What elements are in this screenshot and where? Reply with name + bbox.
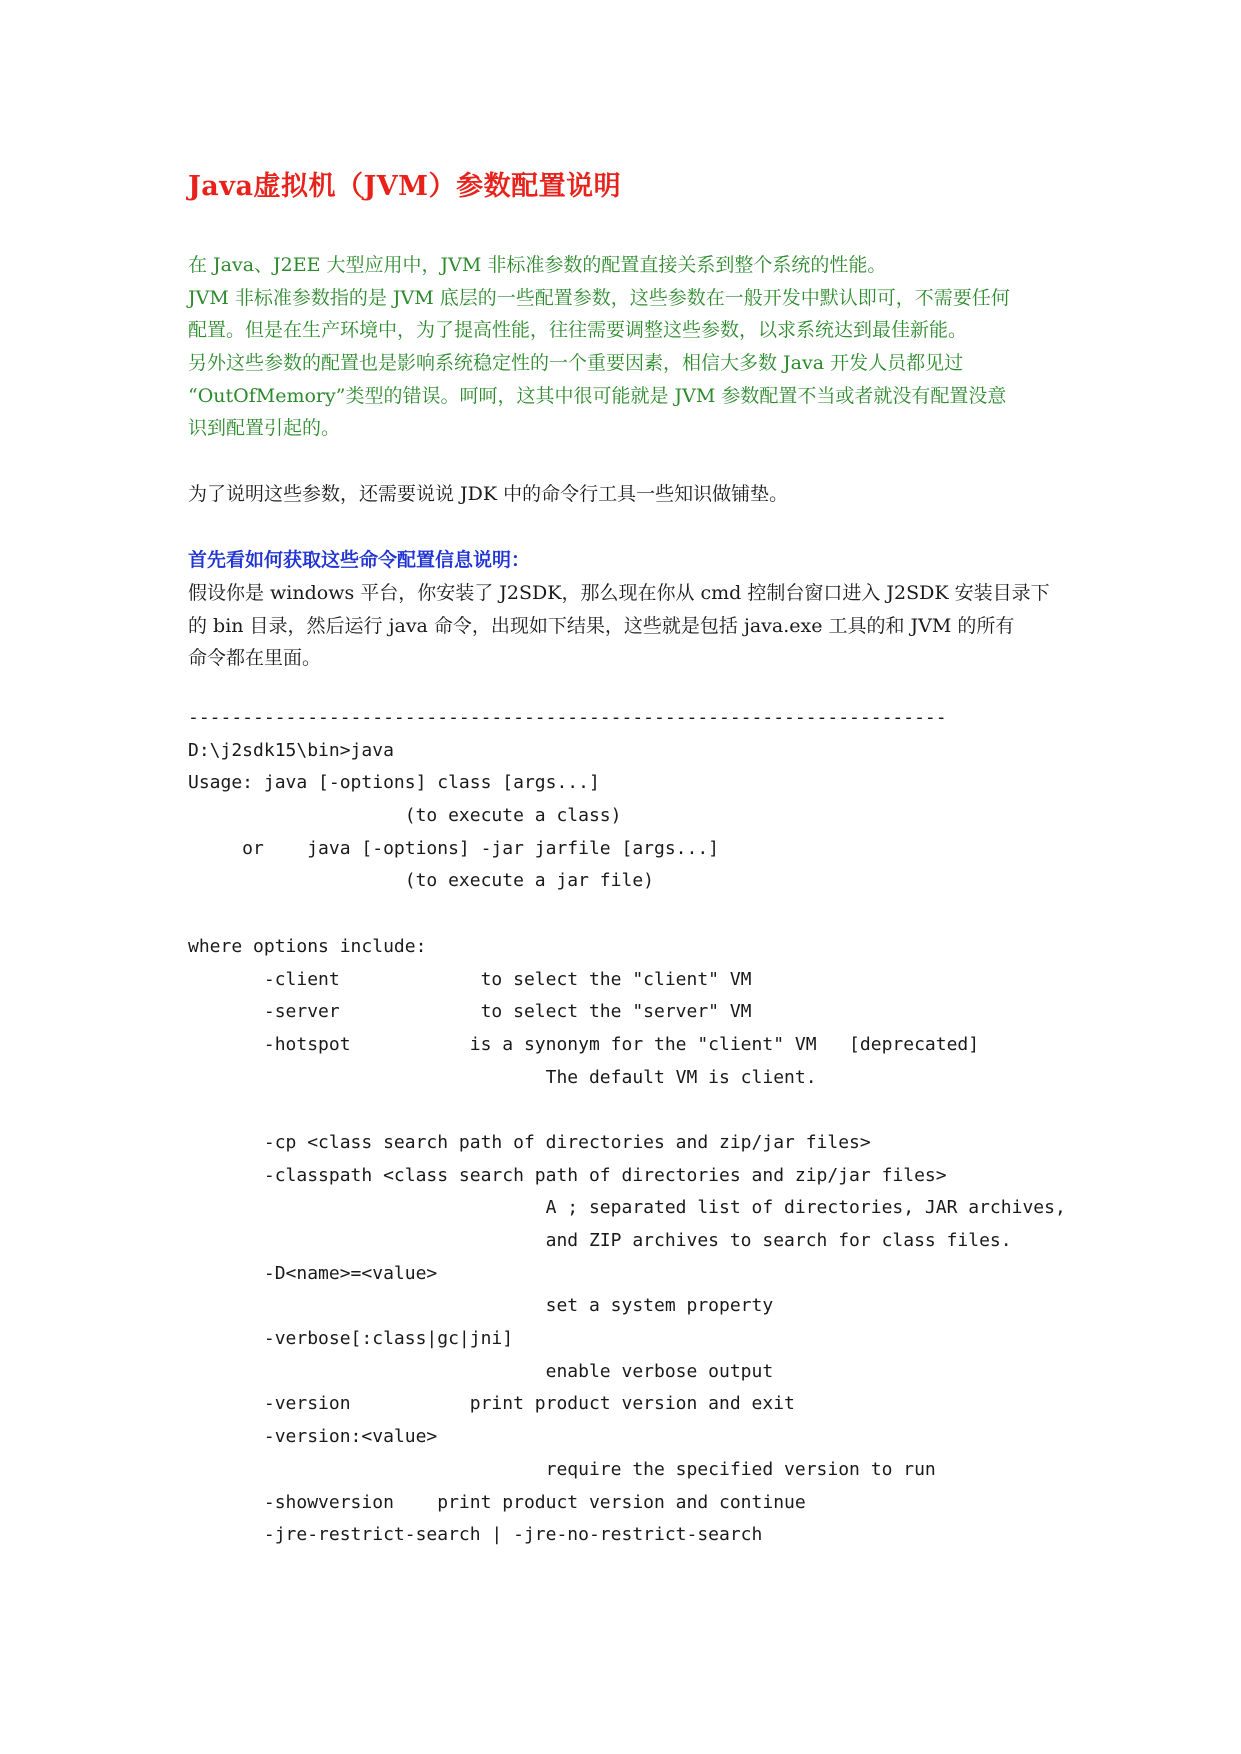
code-line: ---------------------------------------------------------------------- <box>188 707 947 728</box>
code-line: Usage: java [-options] class [args...] <box>188 772 600 794</box>
intro-line: 配置。但是在生产环境中，为了提高性能，往往需要调整这些参数，以求系统达到最佳新能。 <box>188 319 968 342</box>
code-line <box>188 1094 1068 1127</box>
code-line: The default VM is client. <box>188 1066 817 1088</box>
code-line: or java [-options] -jar jarfile [args...] <box>188 837 720 859</box>
intro-line: 另外这些参数的配置也是影响系统稳定性的一个重要因素，相信大多数 Java 开发人员都见过 <box>188 352 964 375</box>
section-line: 命令都在里面。 <box>188 647 322 670</box>
section-line: 的 bin 目录，然后运行 java 命令，出现如下结果，这些就是包括 java.exe 工具的和 JVM 的所有 <box>188 614 1015 637</box>
intro-line: JVM 非标准参数指的是 JVM 底层的一些配置参数，这些参数在一般开发中默认即可，不需要任何 <box>188 286 1010 309</box>
code-line: -classpath <class search path of directories and zip/jar files> <box>188 1164 947 1186</box>
code-line: -hotspot is a synonym for the "client" VM [deprecated] <box>188 1033 980 1055</box>
code-line: require the specified version to run <box>188 1458 936 1480</box>
code-line: -version print product version and exit <box>188 1393 795 1415</box>
code-line: -version:<value> <box>188 1426 438 1448</box>
code-line: -client to select the "client" VM <box>188 968 752 990</box>
page-title: Java虚拟机（JVM）参数配置说明 <box>188 171 622 202</box>
intro-paragraph <box>188 249 1068 445</box>
code-line <box>188 898 1068 931</box>
code-line: enable verbose output <box>188 1360 774 1382</box>
section-heading: 首先看如何获取这些命令配置信息说明： <box>188 549 531 571</box>
intro-line: 在 Java、J2EE 大型应用中，JVM 非标准参数的配置直接关系到整个系统的性能。 <box>188 254 887 276</box>
intro-line: 识到配置引起的。 <box>188 417 341 440</box>
code-line: where options include: <box>188 935 427 957</box>
code-line: D:\j2sdk15\bin>java <box>188 739 394 761</box>
code-line: and ZIP archives to search for class files. <box>188 1230 1012 1251</box>
code-line: (to execute a class) <box>188 805 622 827</box>
intro-line: “OutOfMemory”类型的错误。呵呵，这其中很可能就是 JVM 参数配置不当或者就没有配置没意 <box>188 384 1007 407</box>
code-line: -D<name>=<value> <box>188 1262 438 1284</box>
code-line: A ; separated list of directories, JAR archives, <box>188 1197 1066 1219</box>
code-line: set a system property <box>188 1295 774 1317</box>
plain-line: 为了说明这些参数，还需要说说 JDK 中的命令行工具一些知识做铺垫。 <box>188 483 789 505</box>
code-line: -server to select the "server" VM <box>188 1001 752 1023</box>
code-line: -verbose[:class|gc|jni] <box>188 1328 514 1350</box>
code-line: -jre-restrict-search | -jre-no-restrict-search <box>188 1524 763 1546</box>
document-page <box>188 0 1068 1754</box>
code-block <box>188 702 1068 1552</box>
plain-paragraph <box>188 478 788 511</box>
code-line: -showversion print product version and continue <box>188 1491 806 1513</box>
code-line: (to execute a jar file) <box>188 870 654 892</box>
code-line: -cp <class search path of directories and zip/jar files> <box>188 1131 871 1153</box>
section-line: 假设你是 windows 平台，你安装了 J2SDK，那么现在你从 cmd 控制台窗口进入 J2SDK 安装目录下 <box>188 582 1050 604</box>
section-paragraph <box>188 577 1050 675</box>
